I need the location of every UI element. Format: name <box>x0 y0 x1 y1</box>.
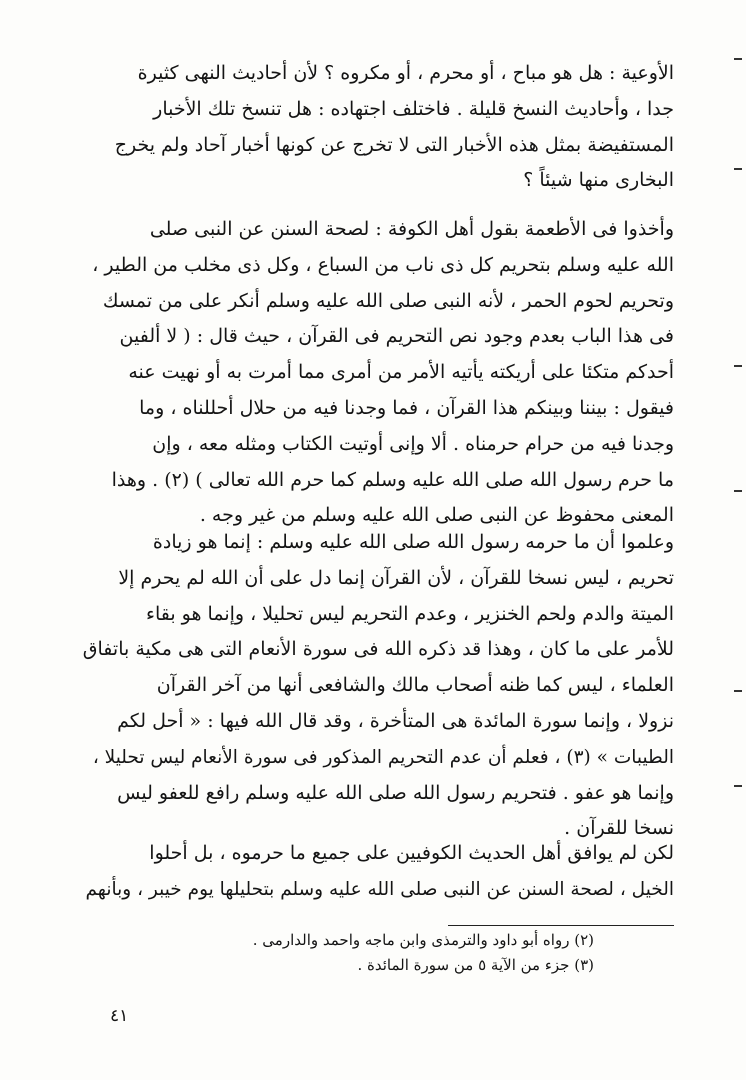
text-line: فيقول : بيننا وبينكم هذا القرآن ، فما وجدنا فيه من حلال أحللناه ، وما <box>139 396 674 419</box>
text-line: الأوعية : هل هو مباح ، أو محرم ، أو مكروه ؟ لأن أحاديث النهى كثيرة <box>137 62 674 84</box>
text-line: فى هذا الباب بعدم وجود نص التحريم فى القرآن ، حيث قال : ( لا ألفين <box>119 325 674 348</box>
text-line: تحريم ، ليس نسخا للقرآن ، لأن القرآن إنما دل على أن الله لم يحرم إلا <box>118 566 674 589</box>
text-line: وعلموا أن ما حرمه رسول الله صلى الله عليه وسلم : إنما هو زيادة <box>152 531 674 553</box>
text-line: المستفيضة بمثل هذه الأخبار التى لا تخرج عن كونها أخبار آحاد ولم يخرج <box>114 133 674 156</box>
paragraph-hadith-people <box>80 836 674 908</box>
text-line: وإنما هو عفو . فتحريم رسول الله صلى الله عليه وسلم رافع للعفو ليس <box>117 781 674 804</box>
margin-mark <box>734 168 742 170</box>
paragraph-foods <box>80 212 674 534</box>
page-number: ٤١ <box>110 1006 129 1026</box>
text-line: الخيل ، لصحة السنن عن النبى صلى الله عليه وسلم بتحليلها يوم خيبر ، وبأنهم <box>85 878 674 900</box>
text-line: المعنى محفوظ عن النبى صلى الله عليه وسلم من غير وجه . <box>199 504 674 527</box>
footnote: (٢) رواه أبو داود والترمذى وابن ماجه واحمد والدارمى . <box>252 931 594 949</box>
paragraph-vessels <box>80 56 674 199</box>
margin-mark <box>734 785 742 787</box>
text-line: ما حرم رسول الله صلى الله عليه وسلم كما حرم الله تعالى ) (٢) . وهذا <box>111 468 674 491</box>
text-line: لكن لم يوافق أهل الحديث الكوفيين على جميع ما حرموه ، بل أحلوا <box>149 842 674 864</box>
margin-mark <box>734 365 742 367</box>
text-line: وتحريم لحوم الحمر ، لأنه النبى صلى الله عليه وسلم أنكر على من تمسك <box>102 289 674 312</box>
footnote-divider <box>448 925 674 926</box>
text-line: للأمر على ما كان ، وهذا قد ذكره الله فى سورة الأنعام التى هى مكية باتفاق <box>82 638 674 661</box>
text-line: البخارى منها شيئاً ؟ <box>523 169 674 192</box>
text-line: نزولا ، وإنما سورة المائدة هى المتأخرة ، وقد قال الله فيها : « أحل لكم <box>117 709 674 732</box>
footnote: (٣) جزء من الآية ٥ من سورة المائدة . <box>357 956 594 974</box>
margin-mark <box>734 58 742 60</box>
text-line: نسخا للقرآن . <box>564 817 674 840</box>
text-line: الله عليه وسلم بتحريم كل ذى ناب من السباع ، وكل ذى مخلب من الطير ، <box>92 253 674 276</box>
text-line: جدا ، وأحاديث النسخ قليلة . فاختلف اجتهاده : هل تنسخ تلك الأخبار <box>153 97 674 120</box>
text-line: الميتة والدم ولحم الخنزير ، وعدم التحريم ليس تحليلا ، وإنما هو بقاء <box>146 602 674 625</box>
text-line: وجدنا فيه من حرام حرمناه . ألا وإنى أوتيت الكتاب ومثله معه ، وإن <box>152 432 674 455</box>
footnotes <box>80 928 674 978</box>
text-line: وأخذوا فى الأطعمة بقول أهل الكوفة : لصحة السنن عن النبى صلى <box>149 218 674 240</box>
text-line: الطيبات » (٣) ، فعلم أن عدم التحريم المذكور فى سورة الأنعام ليس تحليلا ، <box>92 746 674 768</box>
margin-mark <box>734 490 742 492</box>
text-line: العلماء ، ليس كما ظنه أصحاب مالك والشافعى أنها من آخر القرآن <box>156 674 674 697</box>
margin-mark <box>734 690 742 692</box>
text-line: أحدكم متكئا على أريكته يأتيه الأمر من أمرى مما أمرت به أو نهيت عنه <box>128 361 674 384</box>
paragraph-prohibition <box>80 525 674 847</box>
